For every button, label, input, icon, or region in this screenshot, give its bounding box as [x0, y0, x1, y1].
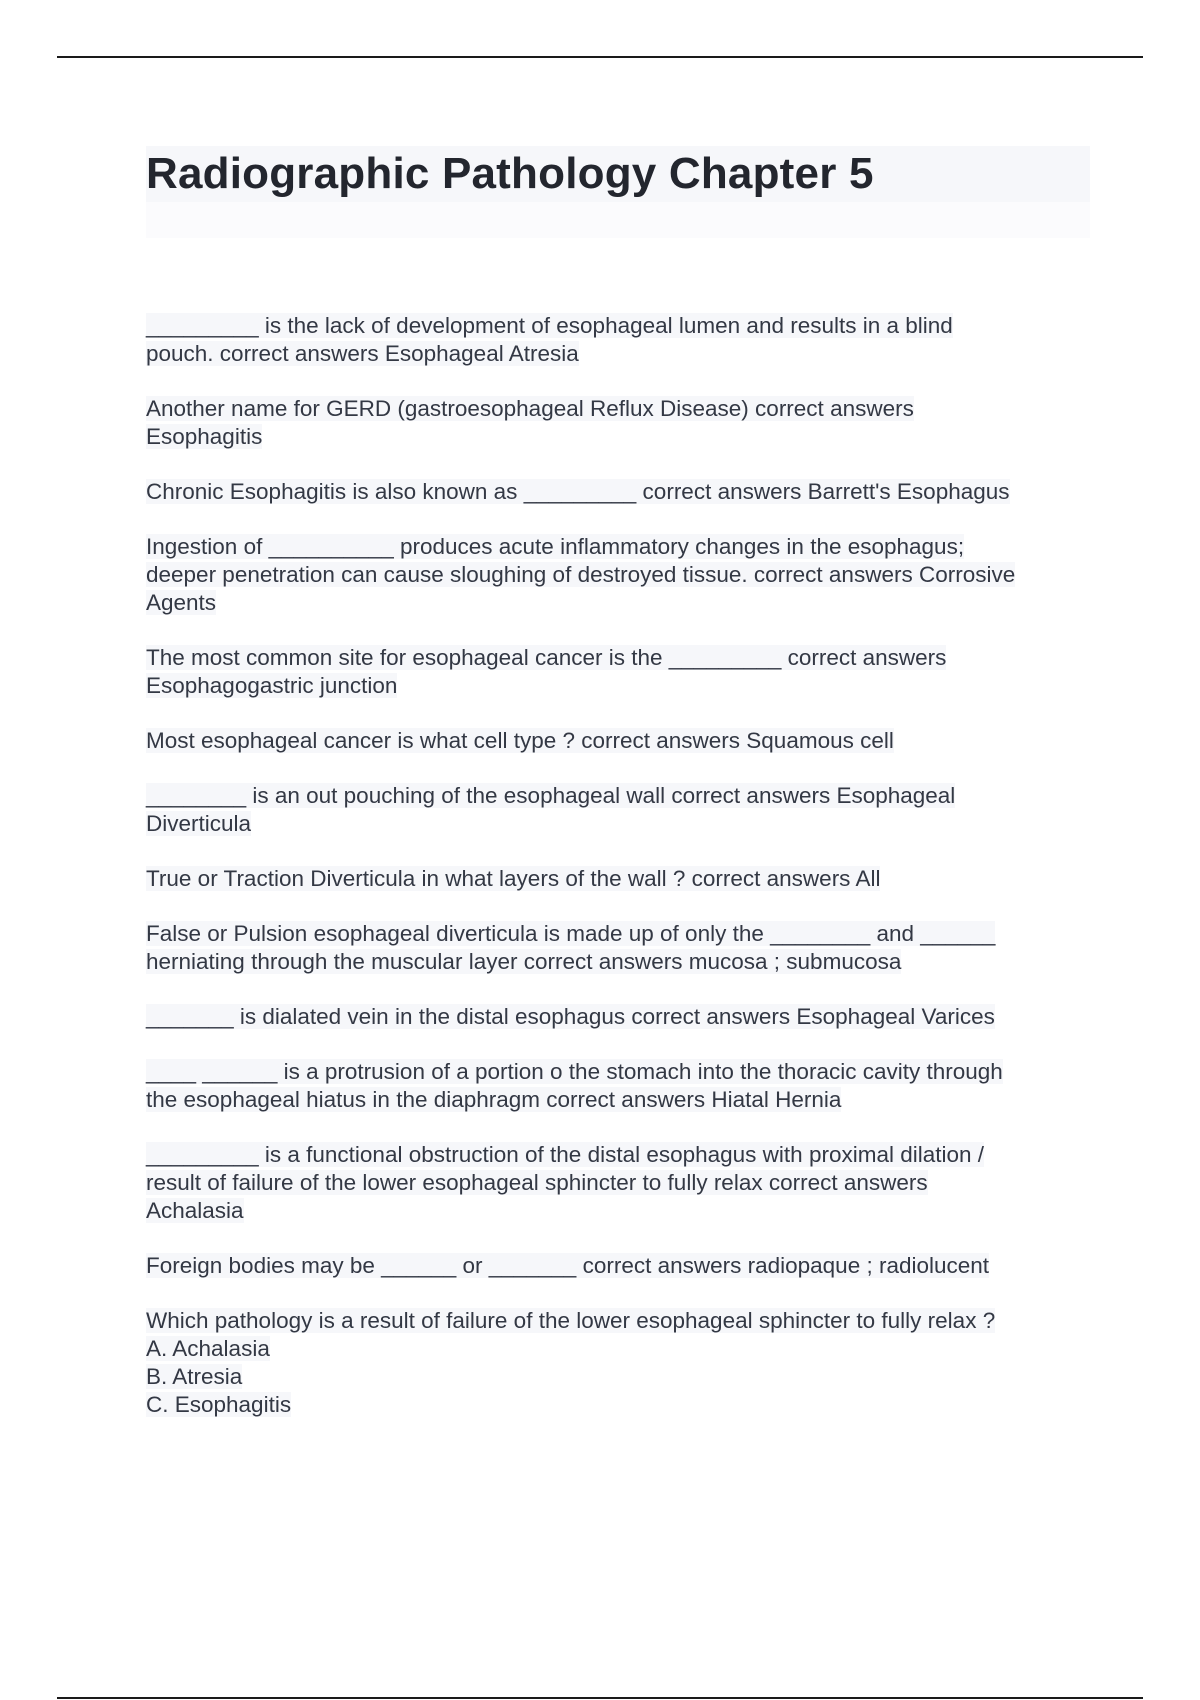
question-line: A. Achalasia	[146, 1336, 270, 1361]
question-line: deeper penetration can cause sloughing of destroyed tissue. correct answers Corrosive	[146, 562, 1016, 587]
question-line: The most common site for esophageal cancer is the _________ correct answers	[146, 645, 947, 670]
question-line: Achalasia	[146, 1198, 244, 1223]
question-line: Diverticula	[146, 811, 252, 836]
question-item	[146, 312, 1096, 368]
title-highlight-fade	[146, 202, 1090, 238]
page-title: Radiographic Pathology Chapter 5	[146, 149, 874, 198]
question-line: _________ is a functional obstruction of the distal esophagus with proximal dilation /	[146, 1142, 985, 1167]
question-line: Most esophageal cancer is what cell type ? correct answers Squamous cell	[146, 728, 894, 753]
question-line: the esophageal hiatus in the diaphragm correct answers Hiatal Hernia	[146, 1087, 842, 1112]
question-line: B. Atresia	[146, 1364, 243, 1389]
question-line: Which pathology is a result of failure of the lower esophageal sphincter to fully relax ?	[146, 1308, 996, 1333]
question-item	[146, 920, 1096, 976]
question-line: Agents	[146, 590, 217, 615]
question-item	[146, 865, 1096, 893]
question-item	[146, 1141, 1096, 1225]
question-line: C. Esophagitis	[146, 1392, 292, 1417]
question-line: _________ is the lack of development of esophageal lumen and results in a blind	[146, 313, 953, 338]
question-line: ____ ______ is a protrusion of a portion o the stomach into the thoracic cavity through	[146, 1059, 1003, 1084]
question-item	[146, 1252, 1096, 1280]
question-line: herniating through the muscular layer correct answers mucosa ; submucosa	[146, 949, 902, 974]
question-item	[146, 1307, 1096, 1419]
question-line: Chronic Esophagitis is also known as _________ correct answers Barrett's Esophagus	[146, 479, 1010, 504]
question-item	[146, 782, 1096, 838]
question-line: pouch. correct answers Esophageal Atresia	[146, 341, 579, 366]
question-line: result of failure of the lower esophageal sphincter to fully relax correct answers	[146, 1170, 928, 1195]
question-line: Another name for GERD (gastroesophageal Reflux Disease) correct answers	[146, 396, 914, 421]
question-line: Ingestion of __________ produces acute inflammatory changes in the esophagus;	[146, 534, 965, 559]
question-item	[146, 727, 1096, 755]
question-line: Esophagitis	[146, 424, 263, 449]
question-line: Foreign bodies may be ______ or _______ correct answers radiopaque ; radiolucent	[146, 1253, 990, 1278]
question-item	[146, 644, 1096, 700]
question-item	[146, 1058, 1096, 1114]
question-line: False or Pulsion esophageal diverticula is made up of only the ________ and ______	[146, 921, 996, 946]
question-item	[146, 1003, 1096, 1031]
bottom-rule	[57, 1697, 1143, 1699]
question-line: Esophagogastric junction	[146, 673, 398, 698]
question-list	[146, 312, 1096, 1446]
top-rule	[57, 56, 1143, 58]
question-line: True or Traction Diverticula in what layers of the wall ? correct answers All	[146, 866, 881, 891]
question-item	[146, 395, 1096, 451]
question-line: _______ is dialated vein in the distal esophagus correct answers Esophageal Varices	[146, 1004, 995, 1029]
question-line: ________ is an out pouching of the esophageal wall correct answers Esophageal	[146, 783, 956, 808]
question-item	[146, 533, 1096, 617]
question-item	[146, 478, 1096, 506]
